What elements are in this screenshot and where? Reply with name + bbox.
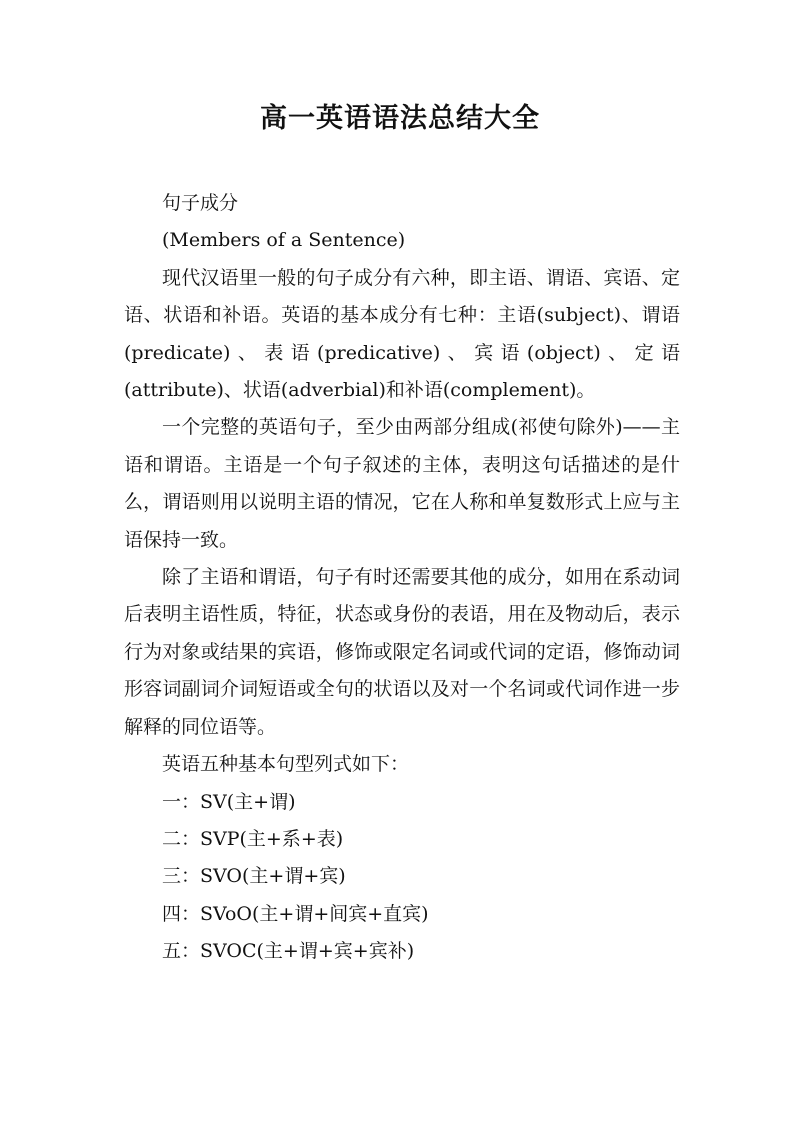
paragraph-other-members: 除了主语和谓语，句子有时还需要其他的成分，如用在系动词后表明主语性质，特征，状态或身份的表语，用在及物动后，表示行为对象或结果的宾语，修饰或限定名词或代词的定语，修饰动词形容词副词介词短语或全句的状语以及对一个名词或代词作进一步解释的同位语等。 xyxy=(124,566,680,738)
pattern-item: 三：SVO(主+谓+宾) xyxy=(162,865,346,888)
section-heading-en: (Members of a Sentence) xyxy=(162,229,406,252)
paragraph-sentence-members: 现代汉语里一般的句子成分有六种，即主语、谓语、宾语、定语、状语和补语。英语的基本成分有七种：主语(subject)、谓语(predicate)、表语(predicative)、宾语(object)、定语(attribute)、状语(adverbial)和补语(complement)。 xyxy=(124,266,680,402)
section-heading-cn: 句子成分 xyxy=(162,192,239,214)
document-body xyxy=(124,185,680,971)
patterns-intro: 英语五种基本句型列式如下： xyxy=(162,753,410,776)
pattern-item: 一：SV(主+谓) xyxy=(162,790,296,813)
pattern-item: 二：SVP(主+系+表) xyxy=(162,827,344,850)
pattern-item: 四：SVoO(主+谓+间宾+直宾) xyxy=(162,902,429,925)
paragraph-subject-predicate: 一个完整的英语句子，至少由两部分组成(祁使句除外)——主语和谓语。主语是一个句子叙述的主体，表明这句话描述的是什么，谓语则用以说明主语的情况，它在人称和单复数形式上应与主语保持一致。 xyxy=(124,416,680,551)
document-title: 高一英语语法总结大全 xyxy=(260,103,540,134)
pattern-item: 五：SVOC(主+谓+宾+宾补) xyxy=(162,940,415,963)
